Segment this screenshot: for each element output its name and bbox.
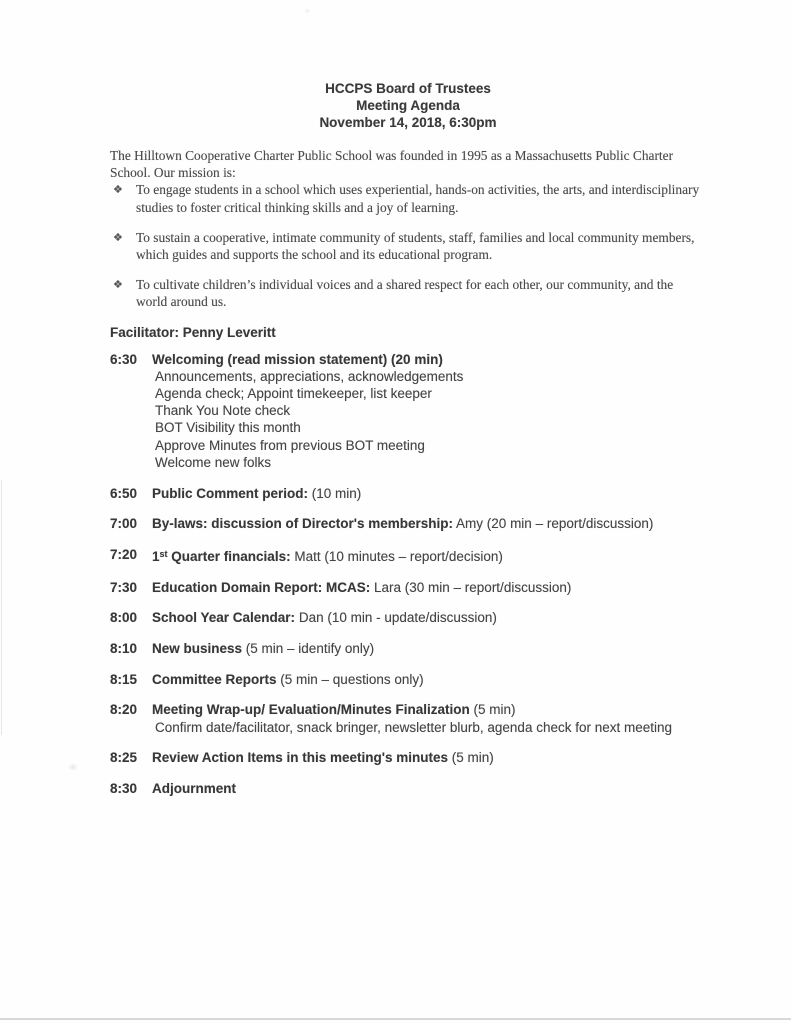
scan-smudge-artifact bbox=[68, 763, 78, 771]
agenda-item-body bbox=[152, 640, 706, 657]
agenda-time: 8:30 bbox=[110, 781, 138, 797]
agenda-subitem: Thank You Note check bbox=[155, 403, 291, 419]
agenda-subitem: Welcome new folks bbox=[155, 454, 272, 470]
agenda-row-bylaws bbox=[110, 515, 706, 532]
agenda-title: New business bbox=[152, 641, 243, 657]
agenda-item-body bbox=[152, 749, 706, 766]
agenda-row-committee-reports bbox=[110, 671, 706, 688]
agenda-time: 8:15 bbox=[110, 671, 138, 687]
agenda-title: School Year Calendar: bbox=[152, 610, 296, 626]
agenda-subitems bbox=[155, 719, 706, 736]
agenda-row-public-comment bbox=[110, 485, 706, 502]
agenda-item-body bbox=[152, 609, 706, 626]
agenda-item-body bbox=[152, 671, 706, 688]
document-subtitle: Meeting Agenda bbox=[356, 98, 460, 113]
agenda-subitems bbox=[155, 368, 706, 471]
agenda-time: 7:00 bbox=[110, 516, 138, 532]
mission-bullet bbox=[110, 276, 706, 310]
agenda-row-welcoming bbox=[110, 351, 706, 471]
agenda-title: Education Domain Report: MCAS: bbox=[152, 579, 371, 595]
agenda-subitem: BOT Visibility this month bbox=[155, 420, 301, 436]
agenda-list bbox=[110, 351, 706, 798]
mission-bullet-text: To sustain a cooperative, intimate community of students, staff, families and local community members, which guides and supports the school and its educational program. bbox=[136, 229, 695, 263]
document-title: HCCPS Board of Trustees bbox=[325, 81, 491, 96]
agenda-title: Public Comment period: bbox=[152, 485, 309, 501]
mission-intro bbox=[110, 147, 706, 311]
document-header bbox=[110, 80, 706, 131]
agenda-subitem: Confirm date/facilitator, snack bringer, newsletter blurb, agenda check for next meeting bbox=[155, 719, 673, 735]
agenda-item-body bbox=[152, 351, 706, 471]
agenda-detail: (10 min) bbox=[308, 485, 362, 501]
agenda-row-adjournment bbox=[110, 780, 706, 797]
agenda-subitem: Agenda check; Appoint timekeeper, list keeper bbox=[155, 386, 432, 402]
agenda-row-new-business bbox=[110, 640, 706, 657]
agenda-row-review-action-items bbox=[110, 749, 706, 766]
ordinal-superscript: st bbox=[159, 548, 168, 559]
agenda-time: 6:50 bbox=[110, 485, 138, 501]
mission-bullet-text: To engage students in a school which uses experiential, hands-on activities, the arts, and interdisciplinary studies to foster critical thinking skills and a joy of learning. bbox=[136, 182, 700, 215]
agenda-detail: Matt (10 minutes – report/decision) bbox=[290, 548, 503, 564]
agenda-time: 7:20 bbox=[110, 546, 138, 562]
agenda-row-education-domain bbox=[110, 579, 706, 596]
agenda-time: 8:25 bbox=[110, 750, 138, 766]
intro-paragraph: The Hilltown Cooperative Charter Public School was founded in 1995 as a Massachusetts Public Charter School. Our mission is: bbox=[110, 148, 674, 181]
agenda-detail: (5 min) bbox=[448, 750, 494, 766]
document-datetime: November 14, 2018, 6:30pm bbox=[319, 115, 497, 130]
agenda-detail: (5 min – identify only) bbox=[242, 641, 375, 657]
agenda-subitem: Approve Minutes from previous BOT meeting bbox=[155, 437, 425, 453]
scan-speck-artifact bbox=[304, 8, 311, 14]
agenda-row-school-calendar bbox=[110, 609, 706, 626]
diamond-bullet-icon: ❖ bbox=[113, 231, 123, 244]
scan-edge-artifact-bottom bbox=[0, 1018, 791, 1020]
agenda-item-body bbox=[152, 515, 706, 532]
agenda-time: 8:10 bbox=[110, 641, 138, 657]
agenda-row-wrap-up bbox=[110, 701, 706, 735]
agenda-title: Meeting Wrap-up/ Evaluation/Minutes Finalization bbox=[152, 702, 470, 718]
agenda-item-body bbox=[152, 485, 706, 502]
agenda-detail: Amy (20 min – report/discussion) bbox=[453, 516, 654, 532]
agenda-detail: (5 min) bbox=[469, 702, 516, 718]
agenda-detail: (5 min – questions only) bbox=[276, 671, 424, 687]
agenda-title: Committee Reports bbox=[152, 671, 277, 687]
mission-bullet-text: To cultivate children’s individual voices and a shared respect for each other, our community, and the world around us. bbox=[136, 277, 674, 310]
agenda-title: Adjournment bbox=[152, 781, 236, 797]
agenda-time: 7:30 bbox=[110, 579, 138, 595]
agenda-row-quarter-financials bbox=[110, 546, 706, 565]
scan-edge-artifact-left bbox=[1, 480, 2, 735]
diamond-bullet-icon: ❖ bbox=[113, 184, 123, 197]
agenda-time: 8:00 bbox=[110, 610, 138, 626]
agenda-time: 8:20 bbox=[110, 702, 138, 718]
document-content bbox=[110, 80, 706, 811]
agenda-item-body bbox=[152, 780, 706, 797]
agenda-detail: Dan (10 min - update/discussion) bbox=[295, 610, 497, 626]
mission-bullet bbox=[110, 229, 706, 263]
agenda-time: 6:30 bbox=[110, 351, 138, 367]
agenda-item-body bbox=[152, 546, 706, 565]
diamond-bullet-icon: ❖ bbox=[113, 279, 123, 292]
agenda-item-body bbox=[152, 701, 706, 735]
agenda-title: 1st Quarter financials: bbox=[152, 548, 291, 564]
agenda-title: By-laws: discussion of Director's membership: bbox=[152, 516, 454, 532]
agenda-title: Welcoming (read mission statement) (20 min) bbox=[152, 351, 443, 367]
agenda-detail: Lara (30 min – report/discussion) bbox=[370, 579, 572, 595]
agenda-subitem: Announcements, appreciations, acknowledgements bbox=[155, 368, 464, 384]
facilitator-line: Facilitator: Penny Leveritt bbox=[110, 324, 276, 340]
mission-bullet bbox=[110, 181, 706, 215]
agenda-title: Review Action Items in this meeting's minutes bbox=[152, 750, 449, 766]
agenda-item-body bbox=[152, 579, 706, 596]
